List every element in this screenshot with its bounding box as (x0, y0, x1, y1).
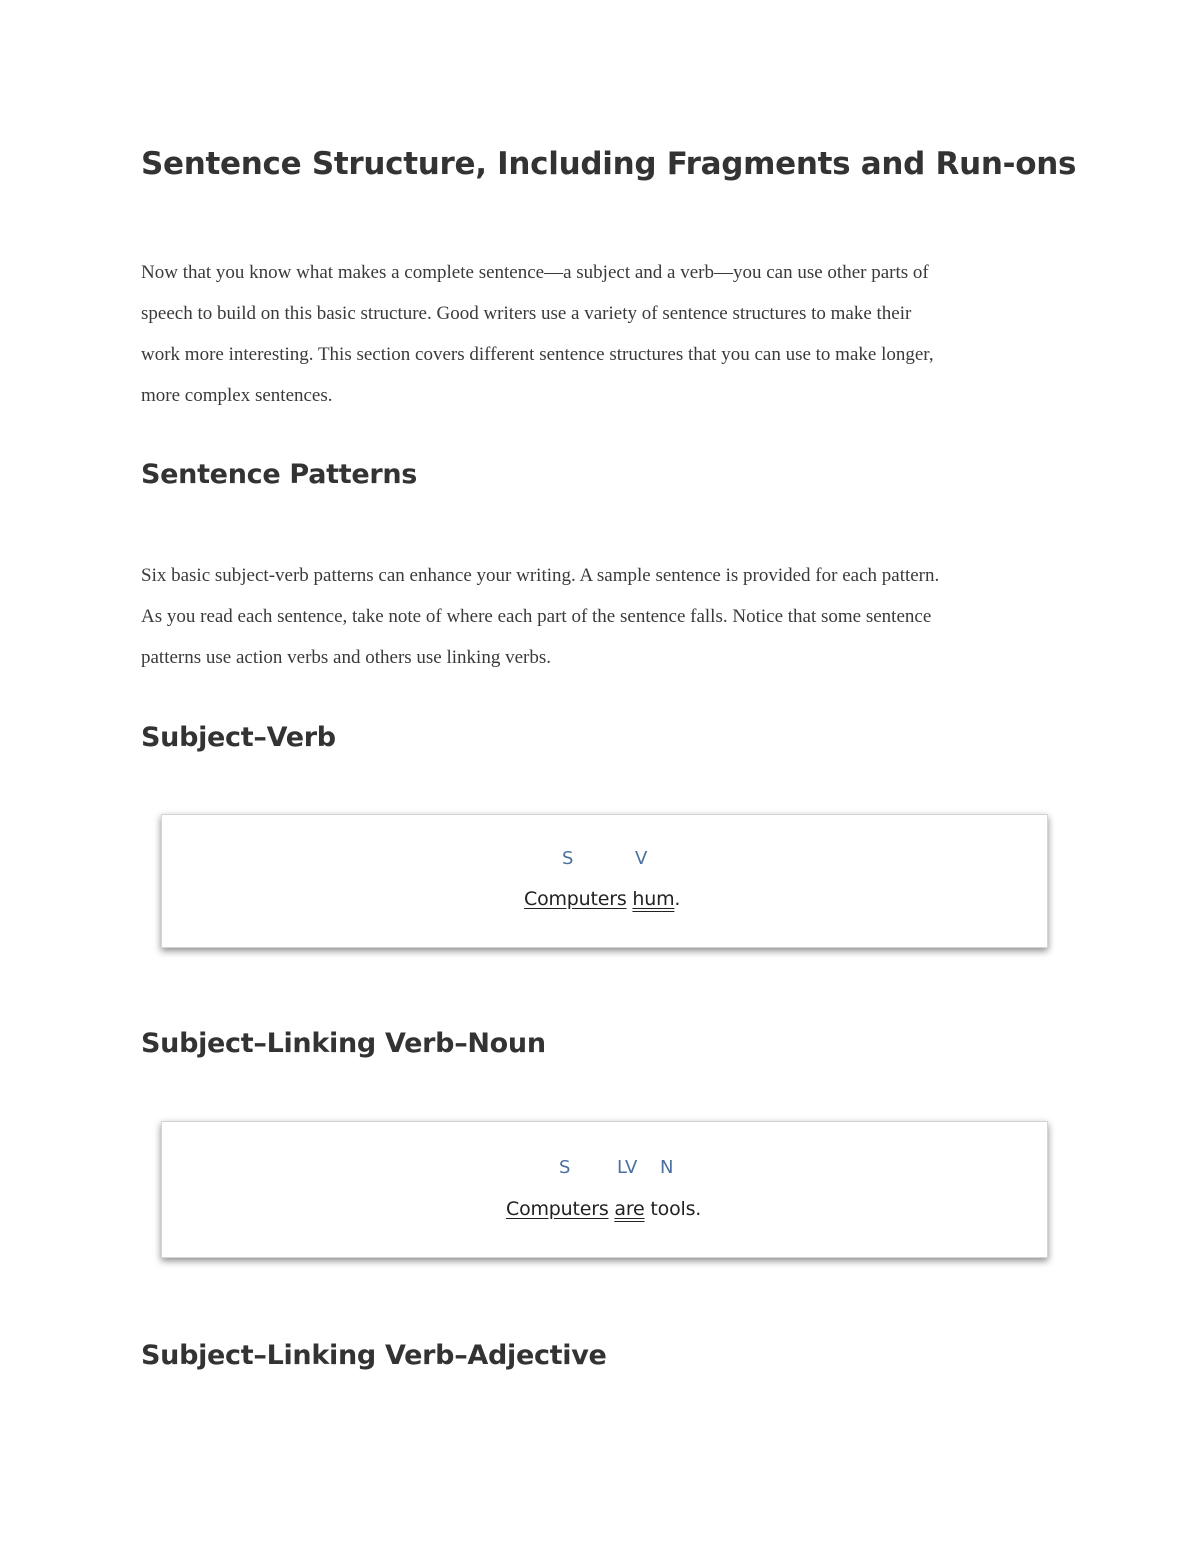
patterns-line: Six basic subject-verb patterns can enhance your writing. A sample sentence is provided for each pattern. (141, 565, 940, 586)
sentence-patterns-heading: Sentence Patterns (141, 459, 418, 490)
noun-label: N (660, 1157, 674, 1178)
subject-label: S (559, 1157, 571, 1178)
intro-line: more complex sentences. (141, 385, 333, 406)
sentence-linking-verb: are (614, 1198, 645, 1220)
patterns-line: As you read each sentence, take note of where each part of the sentence falls. Notice that some sentence (141, 606, 932, 627)
intro-line: work more interesting. This section covers different sentence structures that you can use to make longer, (141, 344, 934, 365)
subject-linking-verb-adjective-heading: Subject–Linking Verb–Adjective (141, 1340, 607, 1371)
subject-linking-verb-noun-example-box (161, 1121, 1048, 1258)
sentence-end: . (674, 888, 681, 910)
sentence-noun: tools (650, 1198, 696, 1220)
example-sentence (506, 1198, 701, 1220)
sentence-end: . (695, 1198, 702, 1220)
page-title: Sentence Structure, Including Fragments and Run-ons (141, 146, 1077, 182)
sentence-subject: Computers (506, 1198, 609, 1220)
patterns-paragraph (141, 555, 1056, 678)
linking-verb-label: LV (617, 1157, 638, 1178)
sentence-subject: Computers (524, 888, 627, 910)
example-sentence (524, 888, 680, 910)
subject-verb-example-box (161, 814, 1048, 948)
intro-line: speech to build on this basic structure. Good writers use a variety of sentence structures to make their (141, 303, 912, 324)
intro-paragraph (141, 252, 1056, 416)
subject-verb-heading: Subject–Verb (141, 722, 336, 753)
subject-label: S (562, 848, 574, 869)
verb-label: V (635, 848, 648, 869)
sentence-verb: hum (632, 888, 675, 910)
patterns-line: patterns use action verbs and others use linking verbs. (141, 647, 551, 668)
subject-linking-verb-noun-heading: Subject–Linking Verb–Noun (141, 1028, 546, 1059)
intro-line: Now that you know what makes a complete sentence—a subject and a verb—you can use other parts of (141, 262, 929, 283)
